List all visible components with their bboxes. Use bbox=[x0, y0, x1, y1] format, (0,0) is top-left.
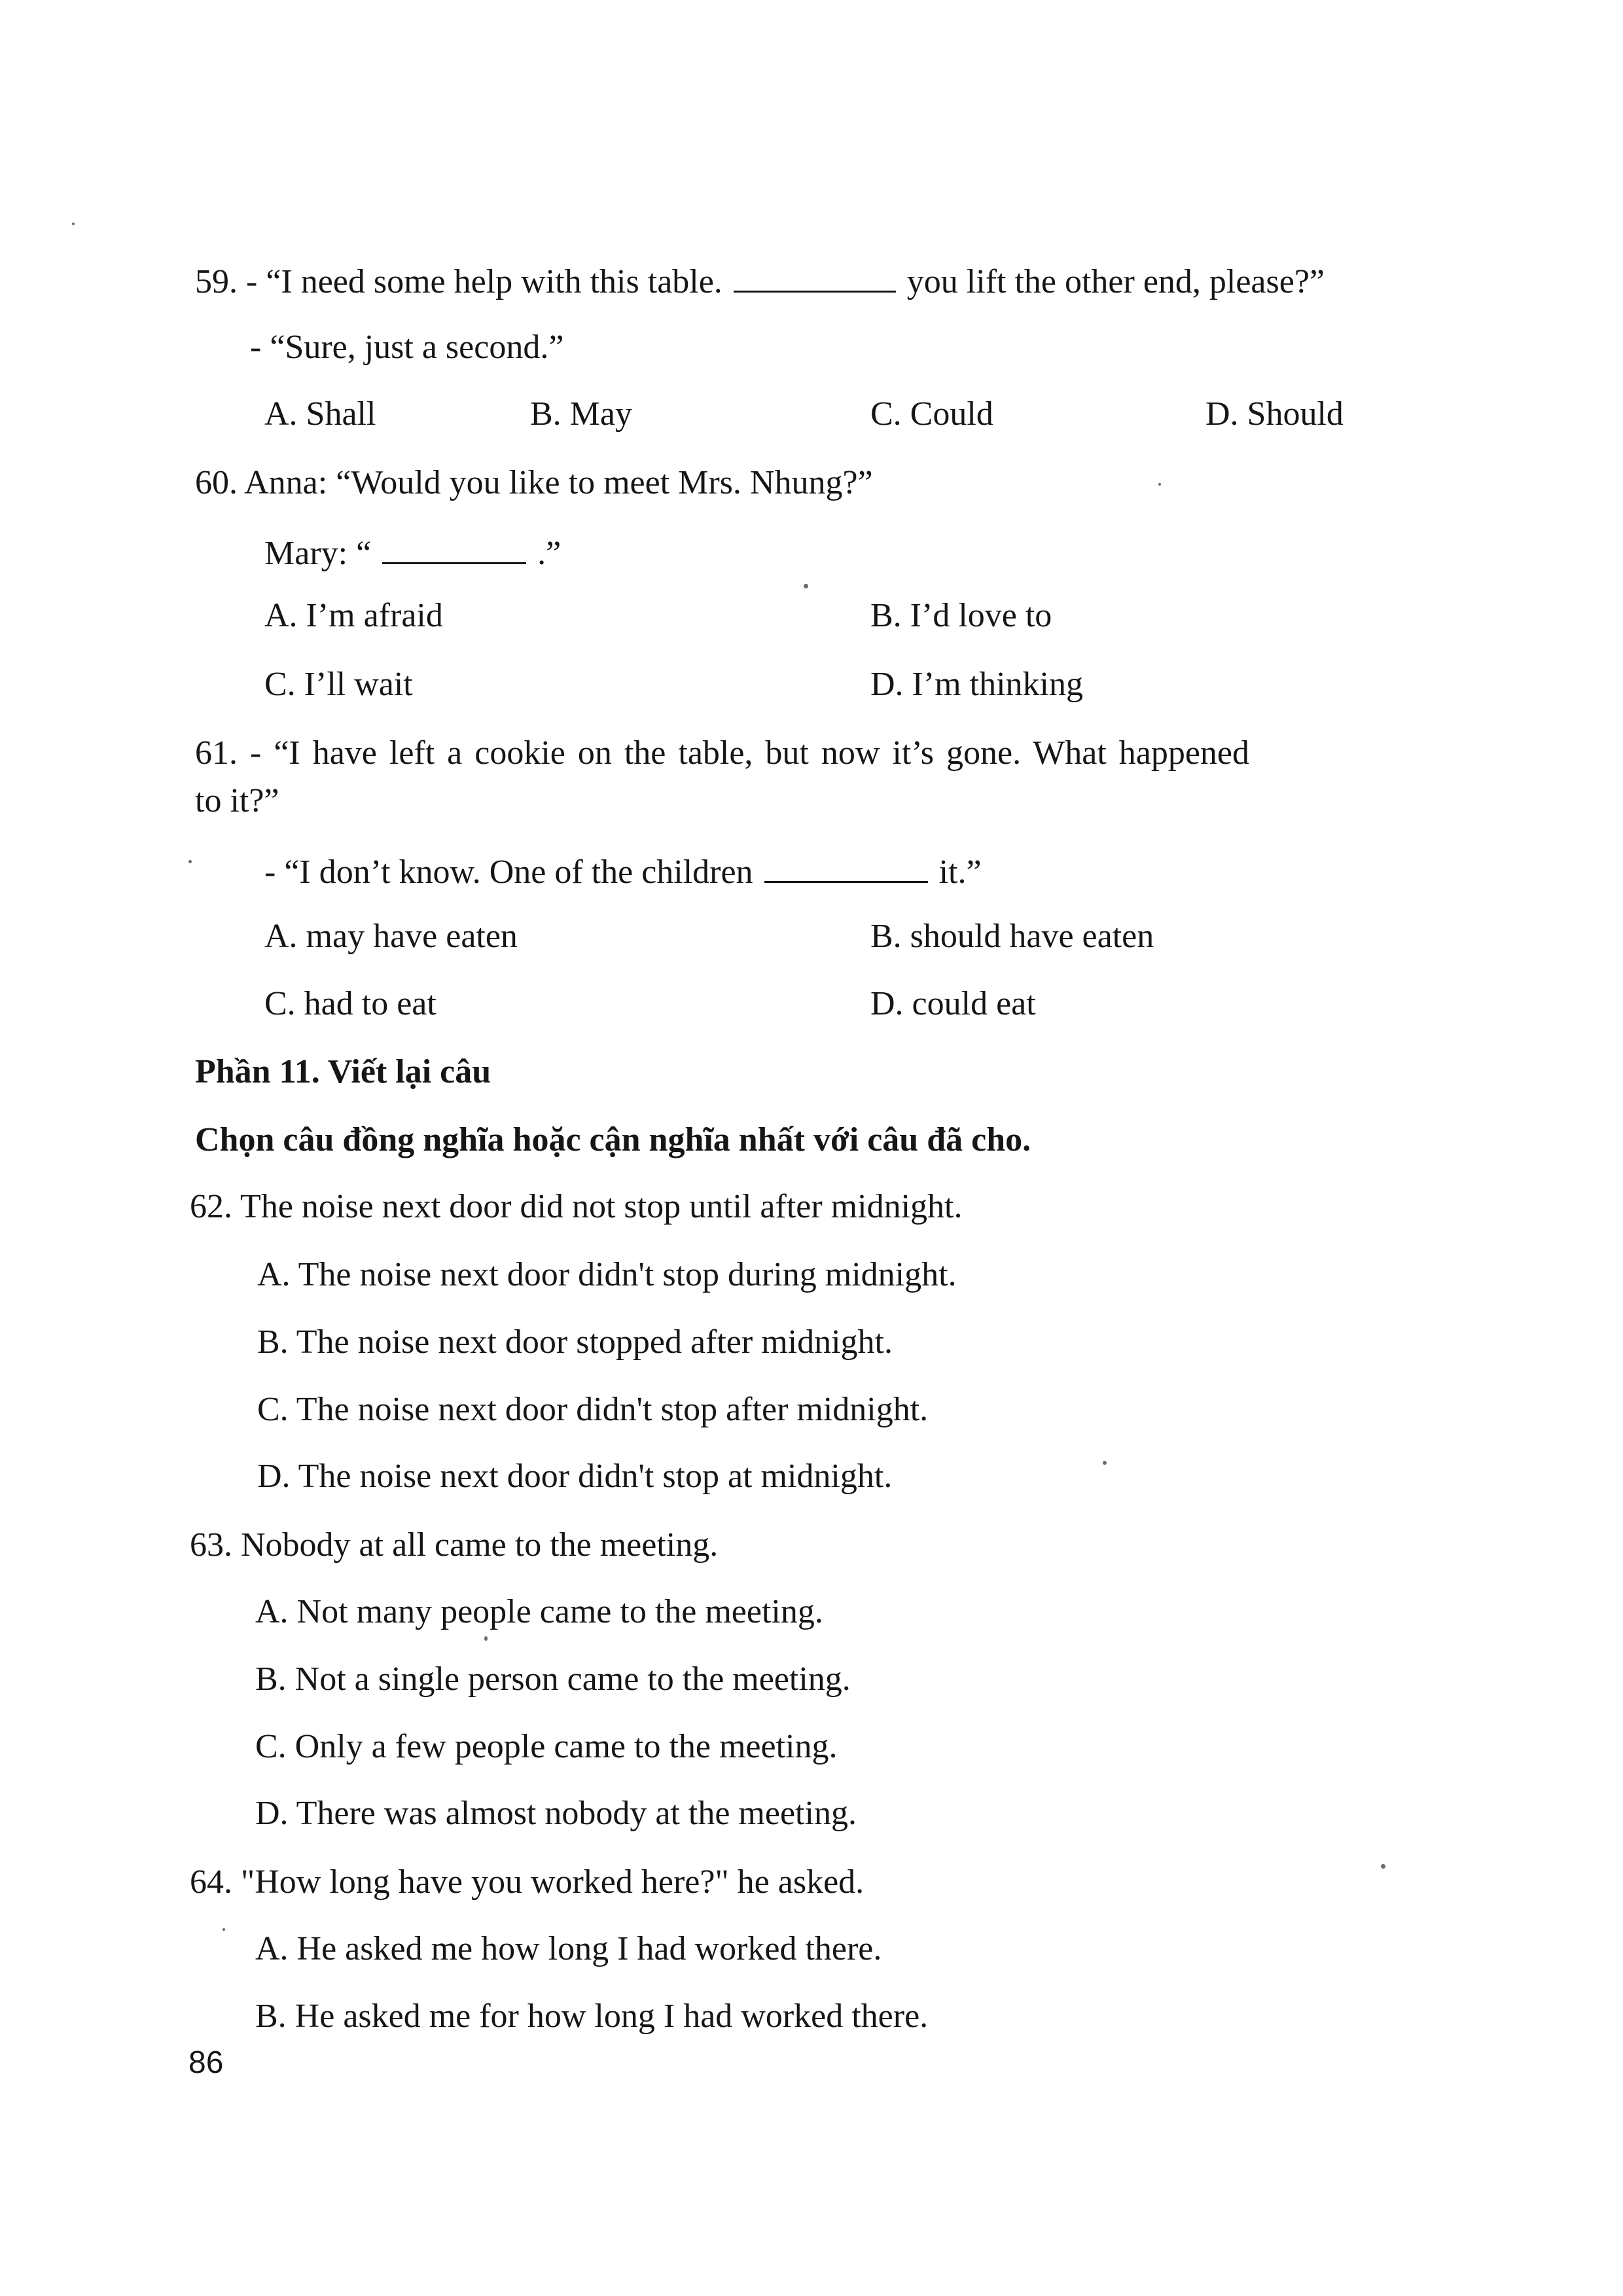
scan-speck bbox=[188, 860, 192, 863]
scan-speck bbox=[484, 1636, 488, 1641]
question-59-option-d: D. Should bbox=[1205, 395, 1344, 433]
answer-blank bbox=[734, 262, 896, 293]
question-59-option-b: B. May bbox=[530, 395, 632, 433]
question-60-line-2 bbox=[264, 533, 561, 571]
question-64-option-a: A. He asked me how long I had worked there. bbox=[255, 1930, 882, 1967]
question-63-option-c: C. Only a few people came to the meeting. bbox=[255, 1728, 838, 1765]
question-62-prompt: 62. The noise next door did not stop until after midnight. bbox=[190, 1188, 963, 1225]
question-61-line-3 bbox=[264, 852, 982, 889]
question-60-line-1: 60. Anna: “Would you like to meet Mrs. Nhung?” bbox=[195, 464, 873, 501]
question-59-option-c: C. Could bbox=[870, 395, 993, 433]
question-61-line-2: to it?” bbox=[195, 782, 279, 819]
question-61-line-1: 61. - “I have left a cookie on the table, but now it’s gone. What happened bbox=[195, 734, 1249, 772]
question-63-option-d: D. There was almost nobody at the meeting. bbox=[255, 1795, 857, 1832]
question-59-text-before-blank: 59. - “I need some help with this table. bbox=[195, 263, 722, 300]
scan-speck bbox=[1103, 1461, 1107, 1465]
question-63-prompt: 63. Nobody at all came to the meeting. bbox=[190, 1526, 719, 1564]
question-63-option-b: B. Not a single person came to the meeting. bbox=[255, 1660, 851, 1698]
question-60-option-c: C. I’ll wait bbox=[264, 666, 413, 703]
question-59-line-2: - “Sure, just a second.” bbox=[250, 329, 564, 366]
question-62-option-c: C. The noise next door didn't stop after midnight. bbox=[257, 1391, 929, 1428]
question-60-option-a: A. I’m afraid bbox=[264, 597, 443, 634]
question-61-option-a: A. may have eaten bbox=[264, 918, 518, 955]
question-63-option-a: A. Not many people came to the meeting. bbox=[255, 1593, 823, 1630]
question-61-option-d: D. could eat bbox=[870, 985, 1036, 1022]
question-64-option-b: B. He asked me for how long I had worked there. bbox=[255, 1998, 929, 2035]
question-59-line-1 bbox=[195, 262, 1325, 299]
scan-speck bbox=[804, 584, 808, 588]
question-62-option-d: D. The noise next door didn't stop at midnight. bbox=[257, 1458, 893, 1495]
section-title: Phần 11. Viết lại câu bbox=[195, 1053, 491, 1090]
answer-blank bbox=[382, 533, 526, 564]
scan-speck bbox=[72, 223, 75, 225]
question-60-text-after-blank: .” bbox=[537, 535, 562, 572]
page-number: 86 bbox=[188, 2045, 224, 2080]
scan-speck bbox=[223, 1928, 225, 1931]
question-60-option-b: B. I’d love to bbox=[870, 597, 1052, 634]
scan-speck bbox=[1158, 483, 1161, 486]
question-61-text-before-blank: - “I don’t know. One of the children bbox=[264, 853, 753, 891]
question-61-option-b: B. should have eaten bbox=[870, 918, 1154, 955]
question-61-text-after-blank: it.” bbox=[938, 853, 982, 891]
question-64-prompt: 64. "How long have you worked here?" he asked. bbox=[190, 1863, 865, 1901]
section-instruction: Chọn câu đồng nghĩa hoặc cận nghĩa nhất với câu đã cho. bbox=[195, 1121, 1031, 1158]
question-59-option-a: A. Shall bbox=[264, 395, 376, 433]
question-61-option-c: C. had to eat bbox=[264, 985, 437, 1022]
question-59-text-after-blank: you lift the other end, please?” bbox=[906, 263, 1325, 300]
question-62-option-b: B. The noise next door stopped after midnight. bbox=[257, 1323, 893, 1361]
answer-blank bbox=[764, 852, 928, 883]
question-60-text-before-blank: Mary: “ bbox=[264, 535, 372, 572]
scan-speck bbox=[1381, 1864, 1385, 1869]
question-60-option-d: D. I’m thinking bbox=[870, 666, 1083, 703]
question-62-option-a: A. The noise next door didn't stop during midnight. bbox=[257, 1256, 957, 1293]
